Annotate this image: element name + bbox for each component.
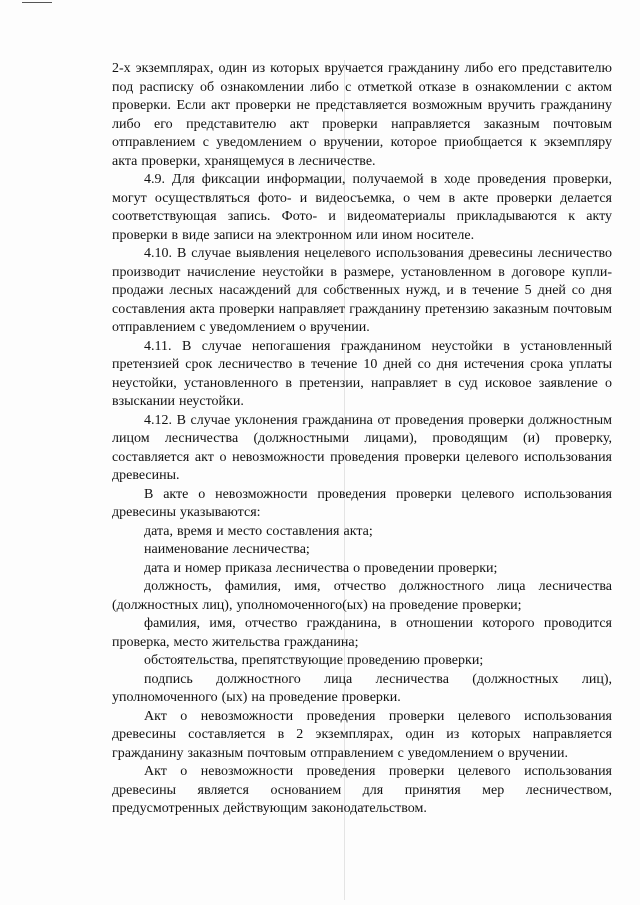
list-item: дата и номер приказа лесничества о проведении проверки;	[144, 560, 498, 576]
list-item: дата, время и место составления акта;	[144, 523, 373, 539]
paragraph-act-contents-intro: В акте о невозможности проведения проверки целевого использования древесины указываются:	[112, 486, 612, 520]
paragraph-act-basis: Акт о невозможности проведения проверки целевого использования древесины является основанием для принятия мер лесничеством, предусмотренных действующим законодательством.	[112, 764, 612, 816]
list-item: наименование лесничества;	[144, 542, 310, 557]
paragraph-4-12: 4.12. В случае уклонения гражданина от проведения проверки должностным лицом лесничества (должностными лицами), проводящим (и) проверку, составляется акт о невозможности проведения проверки целевого использования древесины.	[112, 412, 612, 483]
paragraph-continuation: 2-х экземплярах, один из которых вручается гражданину либо его представителю под расписку об ознакомлении либо с отметкой отказе в ознакомлении с актом проверки. Если акт проверки не представляется возможным вручить гражданину либо его представителю акт проверки направляется заказным почтовым отправлением с уведомлением о вручении, которое приобщается к экземпляру акта проверки, хранящемуся в лесничестве.	[112, 61, 612, 169]
scan-edge-mark	[22, 2, 52, 3]
list-item: подпись должностного лица лесничества (должностных лиц), уполномоченного (ых) на проведение проверки.	[112, 671, 612, 705]
paragraph-act-sending: Акт о невозможности проведения проверки целевого использования древесины составляется в 2 экземплярах, один из которых направляется гражданину заказным почтовым отправлением с уведомлением о вручении.	[112, 708, 612, 761]
list-item: должность, фамилия, имя, отчество должностного лица лесничества (должностных лиц), уполномоченного(ых) на проведение проверки;	[112, 579, 612, 613]
document-body	[112, 60, 612, 819]
list-item: обстоятельства, препятствующие проведению проверки;	[144, 653, 484, 668]
act-contents-list	[112, 523, 612, 708]
paragraph-4-9: 4.9. Для фиксации информации, получаемой в ходе проведения проверки, могут осуществляться фото- и видеосъемка, о чем в акте проверки делается соответствующая запись. Фото- и видеоматериалы прикладываются к акту проверки в виде записи на электронном или ином носителе.	[112, 172, 612, 243]
paragraph-4-11: 4.11. В случае непогашения гражданином неустойки в установленный претензией срок лесничество в течение 10 дней со дня истечения срока уплаты неустойки, установленного в претензии, направляет в суд исковое заявление о взыскании неустойки.	[112, 338, 612, 409]
list-item: фамилия, имя, отчество гражданина, в отношении которого проводится проверка, место жительства гражданина;	[112, 616, 612, 650]
paragraph-4-10: 4.10. В случае выявления нецелевого использования древесины лесничество производит начисление неустойки в размере, установленном в договоре купли-продажи лесных насаждений для собственных нужд, и в течение 5 дней со дня составления акта проверки направляет гражданину претензию заказным почтовым отправлением с уведомлением о вручении.	[112, 246, 612, 335]
